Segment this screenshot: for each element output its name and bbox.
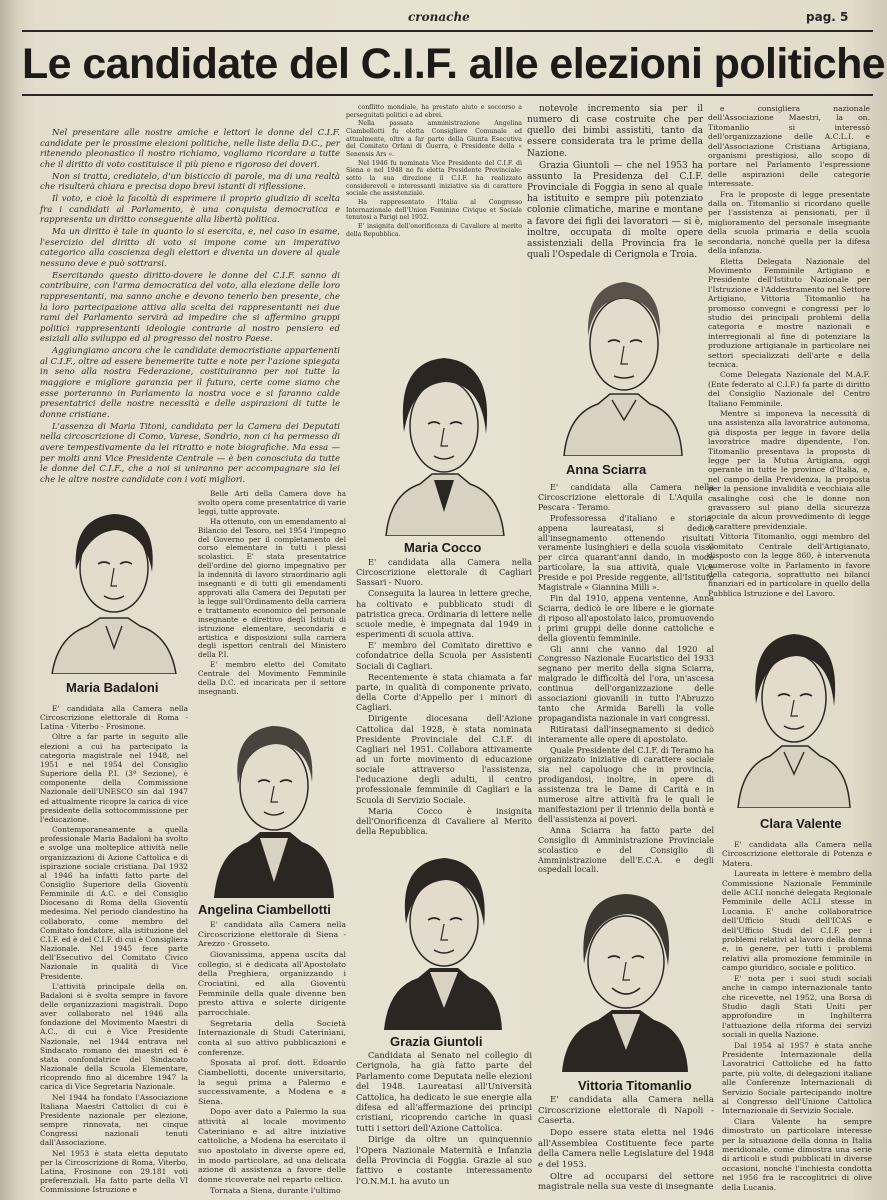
intro-text — [40, 128, 340, 487]
paragraph: E' membro del Comitato direttivo e cofondatrice della Scuola per Assistenti Sociali di Cagliari. — [356, 640, 532, 671]
paragraph: E' candidata alla Camera nella Circoscrizione elettorale di Roma - Latina - Viterbo - Frosinone. — [40, 704, 188, 732]
paragraph: Contemporaneamente a quella professionale Maria Badaloni ha svolto e svolge una molteplice attività nelle organizzazioni di Azione Cattolica e di ispirazione sociale cristiana. Dal 1932 al 1946 ha infatti fatto parte del Consiglio Superiore della Gioventù Femminile di A.C. e del Consiglio Diocesano di Roma della Gioventù medesima. Nel periodo clandestino ha collaborato, come membro del Comitato fondatore, alla istituzione del C.I.F. ed è del C.I.F. di cui è Consigliera Nazionale. Nel 1945 fece parte dell'Esecutivo del Comitato Civico Nazionale in qualità di Vice Presidente. — [40, 825, 188, 981]
intro-paragraph: Il voto, e cioè la facoltà di esprimere il proprio giudizio di scelta fra i candidati al Parlamento, è una conquista democratica e rappresenta un diritto conseguente alla libertà politica. — [40, 193, 340, 226]
paragraph: Ha ottenuto, con un emendamento al Bilancio del Tesoro, nel 1954 l'impegno del Governo per il completamento del corso elementare in tutti i plessi scolastici. E' stata presentatrice dell'ordine del giorno impegnativo per la indennità di lavoro straordinario agli insegnanti e di tutti gli emendamenti approvati alla Camera dei Deputati per la legge sull'Ordinamento della carriera e trattamento economico del personale insegnante e direttivo degli Istituti di istruzione elementare, secondaria e artistica e disposizioni sulla carriera degli ispettori centrali del Ministero della P.I. — [198, 516, 346, 660]
paragraph: Quale Presidente del C.I.F. di Teramo ha organizzato iniziative di carattere sociale sia nel capoluogo che in provincia, prodigandosi, inoltre, in opere di assistenza tra le Dame di Carità e in numerose altre attività fra le quali le manifestazioni per il triennio della bontà e dell'assistenza ai poveri. — [538, 745, 714, 824]
paragraph: Grazia Giuntoli — che nel 1953 ha assunto la Presidenza del C.I.F. Provinciale di Foggia in seno al quale ha istituito e sempre più potenziato colonie climatiche, marine e montane a favore dei figli dei lavoratori — si è, inoltre, occupata di molte opere assistenziali della Provincia fra le quali l'Ospedale di Cerignola e Troia. — [527, 160, 703, 261]
intro-paragraph: Ma un diritto è tale in quanto lo si esercita, e, nel caso in esame, l'esercizio del diritto di voto si impone come un imperativo categorico alla coscienza degli elettori e diventa un dovere al quale nessuno deve e può sottrarsi. — [40, 226, 340, 269]
paragraph: Maria Cocco è insignita dell'Onorificenza di Cavaliere al Merito della Repubblica. — [356, 805, 532, 837]
paragraph: Oltre a far parte in seguito alle elezioni a cui ha partecipato la categoria magistrale nel 1948, nel 1951 e nel 1954 del Consiglio Superiore della P.I. (3ª Sezione), è componente della Commissione Nazionale dell'UNESCO sin dal 1947 ed attualmente ricopre la carica di vice presidente della sottocommissione per l'educazione. — [40, 732, 188, 824]
section-header: cronache — [408, 10, 470, 24]
paragraph: E' candidata alla Camera nella Circoscrizione elettorale di Cagliari Sassari - Nuoro. — [356, 557, 532, 588]
candidate-name-valente: Clara Valente — [760, 816, 842, 831]
paragraph: Ha rappresentato l'Italia al Congresso Internazionale dell'Union Feminine Civique et Sociale tenutosi a Parigi nel 1952. — [346, 198, 522, 222]
portrait-cocco — [380, 344, 508, 536]
paragraph: Clara Valente ha sempre dimostrato un particolare interesse per la situazione della donna in Italia meridionale, come dimostra una serie di articoli e studi pubblicati in diverse occasioni, nonché l'inchiesta condotta nel 1956 fra le raccoglitrici di olive della Lucania. — [722, 1116, 872, 1192]
paragraph: Professoressa d'italiano e storia, appena laureatasi, si dedicò all'insegnamento ottenendo risultati veramente lusinghieri e della scuola visse per circa quarant'anni dando, in modo particolare, la sua attività, quale Vice Preside e poi Preside reggente, all'Istituto Magistrale « Giannina Milli ». — [538, 513, 714, 593]
binding-gutter — [0, 0, 18, 1200]
bio-valente — [722, 840, 872, 1193]
paragraph: Dirige da oltre un quinquennio l'Opera Nazionale Maternità e Infanzia della Provincia di Foggia. Grazie al suo fattivo e costante interessamento l'O.N.M.I. ha avuto un — [356, 1134, 532, 1186]
top-rule — [22, 30, 873, 32]
paragraph: Recentemente è stata chiamata a far parte, in qualità di componente privato, della Corte d'Appello per i minori di Cagliari. — [356, 671, 532, 713]
headline-rule — [22, 94, 873, 96]
candidate-name-sciarra: Anna Sciarra — [566, 462, 647, 477]
paragraph: E' insignita dell'onorificenza di Cavaliere al merito della Repubblica. — [346, 222, 522, 238]
portrait-titomanlio — [560, 880, 690, 1072]
paragraph: E' nota per i suoi studi sociali anche in campo internazionale tanto che ricevette, nel 1952, una Borsa di Studio dagli Stati Uniti per approfondire in Inghilterra l'attuazione della riforma dei servizi sociali in quella Nazione. — [722, 973, 872, 1040]
paragraph: Sposata al prof. dott. Edoardo Ciambellotti, docente universitario, la seguì prima a Palermo e successivamente, a Modena e a Siena. — [198, 1058, 346, 1106]
paragraph: Anna Sciarra ha fatto parte del Consiglio di Amministrazione Provinciale scolastico e del Consiglio di Amministrazione dell'E.C.A. e degli ospedali locali. — [538, 825, 714, 875]
paragraph: Nel 1953 è stata eletta deputato per la Circoscrizione di Roma, Viterbo, Latina, Frosinone con 29.181 voti preferenziali. Ha fatto parte della VI Commissione Istruzione e — [40, 1148, 188, 1195]
paragraph: Tornata a Siena, durante l'ultimo — [210, 1185, 341, 1195]
portrait-ciambellotti — [212, 706, 336, 898]
column-2-top — [346, 104, 522, 239]
paragraph: Dirigente diocesana dell'Azione Cattolica dal 1928, è stata nominata Presidente Provinciale del C.I.F. di Cagliari nel 1951. Collabora attivamente ad un forte movimento di educazione sociale attraverso l'assistenza, l'educazione degli adulti, il centro professionale femminile di Cagliari e la Scuola di Servizio Sociale. — [356, 713, 532, 805]
portrait-valente — [734, 624, 854, 808]
column-4-top — [708, 104, 870, 599]
paragraph: Gli anni che vanno dal 1920 al Congresso Nazionale Eucaristico del 1933 segnano per merito della signa Sciarra, malgrado le difficoltà del l'ora, un'ascesa continua dell'organizzazione delle associazioni giovanili in tutto l'Abruzzo tanto che Armida Barelli la volle propagandista nazionale in vari congressi. — [538, 644, 714, 723]
paragraph: Oltre ad occuparsi del settore magistrale nella sua veste di insegnante — [538, 1171, 714, 1193]
paragraph: Come Delegata Nazionale del M.A.F. (Ente federato al C.I.F.) fa parte di diritto del Consiglio Nazionale del Centro Italiano Femminile. — [708, 370, 870, 408]
paragraph: Nel 1944 ha fondato l'Associazione Italiana Maestri Cattolici di cui è Presidente nazionale per elezione, sempre rinnovata, nei cinque Congressi nazionali tenuti dall'Associazione. — [40, 1092, 188, 1148]
paragraph: E' candidata alla Camera nella Circoscrizione elettorale di L'Aquila - Pescara - Teramo. — [538, 483, 714, 512]
candidate-name-ciambellotti: Angelina Ciambellotti — [198, 902, 331, 917]
paragraph: Conseguita la laurea in lettere greche, ha coltivato e pubblicato studi di patristica greca. Ordinaria di lettere nelle scuole medie, è impegnata dal 1949 in esperimenti di scuola attiva. — [356, 588, 532, 640]
paragraph: Mentre si imponeva la necessità di una assistenza alla lavoratrice autonoma, già disposta per legge in favore della lavoratrice madre dipendente, l'on. Titomanlio presentava la proposta di legge per la Mutua Artigiana, oggi operante in tutte le province d'Italia, e, nel campo della Previdenza, la proposta per la pensione invalidità e vecchiaia alle casalinghe così che le donne non gravassero sul piano della sicurezza sociale da alcun provvedimento di legge a carattere previdenziale. — [708, 409, 870, 531]
candidate-name-giuntoli: Grazia Giuntoli — [390, 1034, 483, 1049]
paragraph: Segretaria della Società Internazionale di Studi Caterinìani, conta al suo attivo pubblicazioni e conferenze. — [198, 1018, 346, 1057]
bio-sciarra — [538, 483, 714, 876]
paragraph: E' candidata alla Camera nella Circoscrizione elettorale di Napoli - Caserta. — [538, 1095, 714, 1127]
bio-cocco — [356, 557, 532, 837]
candidate-name-cocco: Maria Cocco — [404, 540, 482, 555]
page-number: pag. 5 — [806, 10, 849, 24]
paragraph: Laureata in lettere è membro della Commissione Nazionale Femminile delle ACLI nonché delegata Regionale Femminile delle ACLI stesse in Lucania. E' anche collaboratrice dell'Ufficio Studi dell'ICAS e dell'Ufficio Studi del C.I.F. per i problemi relativi al lavoro della donna e, in genere, per tutti i problemi relativi alla promozione femminile in campo giuridico, sociale e politico. — [722, 869, 872, 973]
intro-paragraph: L'assenza di Maria Titoni, candidata per la Camera dei Deputati nella circoscrizione di Como, Varese, Sondrio, non ci ha permesso di avere tempestivamente da lei ritratto e note biografiche. Ma essa — per molti anni Vice Presidente Centrale — è ben conosciuta da tutte le donne del C.I.F., che a noi si uniranno per accompagnare sia lei che le altre nostre candidate con i voti migliori. — [40, 421, 340, 485]
paragraph: L'attività principale della on. Badaloni si è svolta sempre in favore delle organizzazioni magistrali. Dopo aver collaborato nel 1946 alla fondazione del Movimento Maestri di A.C., di cui è Vice Presidente Nazionale, nel 1944 entrava nel Sindacato romano dei maestri ed è stata confondatrice del Sindacato Nazionale della Scuola Elementare, ricoprendo fino al dicembre 1947 la carica di Vice Segretaria Nazionale. — [40, 981, 188, 1092]
candidate-name-titomanlio: Vittoria Titomanlio — [578, 1078, 692, 1093]
portrait-giuntoli — [380, 842, 506, 1030]
paragraph: Dal 1954 al 1957 è stata anche Presidente Internazionale della Lavoratrici Cattoliche ed ha fatto parte, più volte, di delegazioni italiane alle Conferenze Internazionali di Servizio Sociale partecipando inoltre al Congresso dell'Unione Cattolica Internazionale di Servizio Sociale. — [722, 1040, 872, 1116]
paragraph: Fin dal 1910, appena ventenne, Anna Sciarra, dedicò le ore libere e le giornate di riposo all'apostolato laico, promuovendo i primi gruppi delle donne cattoliche e della gioventù femminile. — [538, 593, 714, 643]
bio-giuntoli — [356, 1050, 532, 1187]
paragraph: E' membro eletto del Comitato Centrale del Movimento Femminile della D.C. ed incaricata per il settore insegnanti. — [198, 660, 346, 696]
paragraph: Dopo essere stata eletta nel 1946 all'Assemblea Costituente fece parte della Camera nelle Legislature del 1948 e del 1953. — [538, 1127, 714, 1170]
intro-paragraph: Nel presentare alle nostre amiche e lettori le donne del C.I.F. candidate per le prossime elezioni politiche, nelle liste della D.C., per ritenendo pleonastico il nostro richiamo, vogliamo ricordare a tutte che il diritto di voto costituisce il più pieno e rigoroso dei doveri. — [40, 128, 340, 170]
paragraph: conflitto mondiale, ha prestato aiuto e soccorso a perseguitati politici e ad ebrei. — [346, 104, 522, 119]
column-3-top — [527, 104, 703, 262]
paragraph: Dopo aver dato a Palermo la sua attività al locale movimento Cateriniano e ad altre iniziative cattoliche, a Modena ha esercitato il suo apostolato in diverse opere ed, in modo particolare, ad una delicata azione di assistenza a favore delle donne ricoverate nel reparto celtico. — [198, 1107, 346, 1185]
portrait-badaloni — [48, 498, 180, 674]
paragraph: e consigliera nazionale dell'Associazione Maestri, la on. Titomanlio si interessò dell'organizzazione delle A.C.L.I. e dell'Associazione Cristiana Artigiana, organismi prestigiosi, allo scopo di portare nel Parlamento l'espressione delle aspirazioni delle categorie interessate. — [708, 104, 870, 189]
paragraph: Ritiratasi dall'insegnamento si dedicò interamente alle opere di apostolato. — [538, 724, 714, 744]
paragraph: Giovanissima, appena uscita dal collegio, si è dedicata all'Apostolato della Preghiera, organizzando i Crociatini, ed alla Gioventù Femminile della quale divenne ben presto attiva e solerte dirigente parrocchiale. — [198, 949, 346, 1017]
intro-paragraph: Aggiungiamo ancora che le candidate democristiane appartenenti al C.I.F., oltre ad essere benemerite tutte e note per l'azione spiegata in seno alla nostra Federazione, costituiranno per noi tutte la maggiore e migliore garanzia per il futuro, certe come siamo che esse porteranno in Parlamento la nostra voce e si faranno calde presentatrici delle nostre necessità e delle aspirazioni di tutte le donne cristiane. — [40, 346, 340, 421]
paragraph: E' candidata alla Camera nella Circoscrizione elettorale di Siena - Arezzo - Grosseto. — [198, 920, 346, 949]
intro-paragraph: Non si tratta, crediatelo, d'un bisticcio di parole, ma di una realtà che risulterà chiara e precisa dopo brevi istanti di riflessione. — [40, 171, 340, 193]
portrait-sciarra — [560, 264, 686, 456]
bio-badaloni-continued — [198, 490, 346, 698]
paragraph: Eletta Delegata Nazionale del Movimento Femminile Artigiano e Presidente dell'Istituto Nazionale per l'Istruzione e l'Addestramento nel Settore Artigiano, Vittoria Titomanlio ha promosso convegni e congressi per lo studio dei principali problemi della categoria e mostre nazionali e interregionali al fine di potenziare la produzione artigianale in particolare nei settori specializzati dell'arte e della tecnica. — [708, 256, 870, 369]
bio-ciambellotti — [198, 920, 346, 1196]
paragraph: Nella passata amministrazione Angelina Ciambellotti fu eletta Consigliere Comunale ed attualmente, oltre a far parte della Giunta Esecutiva del Comitato Orfani di Guerra, è Presidente della « Senensis Ars ». — [346, 120, 522, 158]
paragraph: Fra le proposte di legge presentate dalla on. Titomanlio si ricordano quelle per l'assistenza ai pensionati, per il miglioramento del personale insegnante della scuola primaria e della scuola secondaria, nonché quella per la difesa della infanzia. — [708, 189, 870, 256]
bio-titomanlio — [538, 1095, 714, 1194]
paragraph: Nel 1946 fu nominata Vice Presidente del C.I.F. di Siena e nel 1948 ne fu eletta Presidente Provinciale: sotto la sua direzione il C.I.F. ha realizzato considerevoli e interessanti iniziative sia di carattere sociale che assistenziale. — [346, 159, 522, 198]
headline: Le candidate del C.I.F. alle elezioni politiche — [22, 40, 886, 88]
paragraph: Belle Arti della Camera dove ha svolto opera come presentatrice di varie leggi, tutte approvate. — [198, 489, 346, 516]
bio-badaloni — [40, 704, 188, 1195]
intro-paragraph: Esercitando questo diritto-dovere le donne del C.I.F. sanno di contribuire, con l'arma democratica del voto, alla elezione delle loro rappresentanti, ma sanno anche e devono tenerlo ben presente, che la loro partecipazione attiva alla scelta dei rappresentanti nei due rami del Parlamento servirà ad impedire che si affermino gruppi politici rappresentanti ideologie contrarie al nostro pensiero ed esiziali allo sviluppo ed al progresso del nostro Paese. — [40, 270, 340, 345]
paragraph: Vittoria Titomanlio, oggi membro del Comitato Centrale dell'Artigianato, disposto con la legge 860, è intervenuta numerose volte in Parlamento in favore della categoria, soprattutto nei bilanci finanziari ed in particolare in quello della Pubblica Istruzione e del Lavoro. — [708, 532, 870, 598]
paragraph: E' candidata alla Camera nella Circoscrizione elettorale di Potenza e Matera. — [722, 840, 872, 868]
paragraph: notevole incremento sia per il numero di case costruite che per quello dei bimbi assistiti, tanto da essere considerata tra le prime della Nazione. — [527, 104, 703, 159]
candidate-name-badaloni: Maria Badaloni — [66, 680, 159, 695]
paragraph: Candidata al Senato nel collegio di Cerignola, ha già fatto parte del Parlamento come Deputata nelle elezioni del 1948. Laureatasi all'Università Cattolica, ha dedicato le sue energie alla difesa ed all'affermazione dei principi cristiani, ricoprendo cariche in quasi tutti i settori dell'Azione Cattolica. — [356, 1050, 532, 1133]
